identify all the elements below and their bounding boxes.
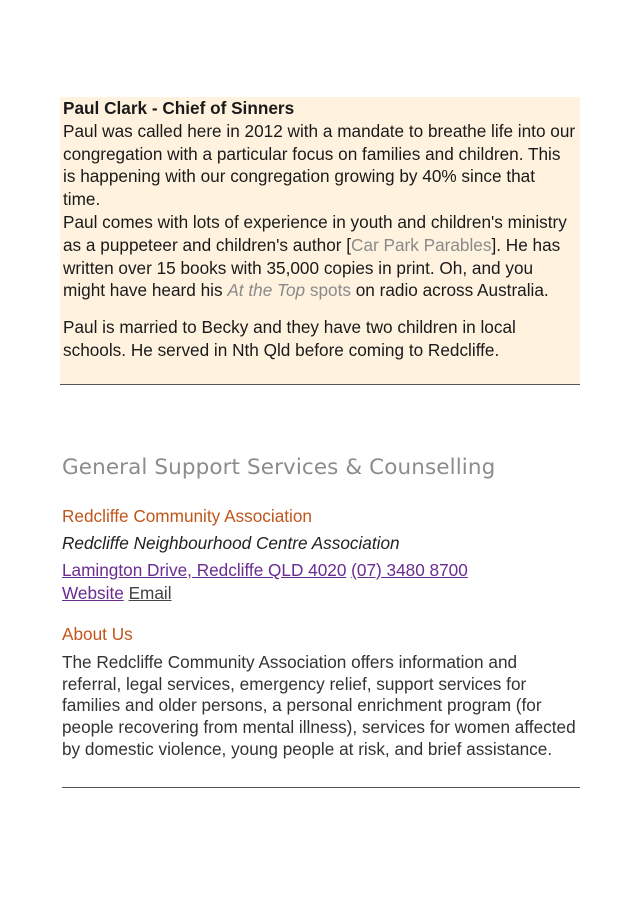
paragraph-gap — [63, 302, 576, 316]
organisation-listing — [62, 505, 580, 605]
contact-details — [62, 559, 580, 605]
about-heading: About Us — [62, 624, 133, 644]
profile-name: Paul Clark - Chief of Sinners — [63, 98, 295, 118]
website-link[interactable]: Website — [62, 583, 124, 603]
section-heading: General Support Services & Counselling — [62, 455, 496, 480]
profile-experience-text: Paul comes with lots of experience in youth and children's ministry as a puppeteer and children's author [ — [63, 211, 567, 255]
address-link[interactable]: Lamington Drive, Redcliffe QLD 4020 — [62, 560, 347, 580]
profile-experience-text-2: ]. He has written over 15 books with 35,000 copies in print. Oh, and you might have heard his — [63, 234, 561, 301]
organisation-alt-name: Redcliffe Neighbourhood Centre Association — [62, 533, 400, 553]
email-link[interactable]: Email — [128, 583, 172, 603]
radio-spot-link[interactable]: At the Top — [227, 280, 306, 301]
book-link[interactable]: Car Park Parables — [351, 234, 492, 255]
organisation-name: Redcliffe Community Association — [62, 506, 312, 526]
radio-spot-link-suffix[interactable]: spots — [305, 280, 351, 301]
profile-intro: Paul was called here in 2012 with a mandate to breathe life into our congregation with a particular focus on families and children. This is happening with our congregation growing by 40% since that time. — [63, 120, 576, 210]
phone-link[interactable]: (07) 3480 8700 — [351, 560, 468, 580]
staff-profile-card — [60, 97, 580, 385]
profile-experience — [63, 211, 576, 302]
about-text: The Redcliffe Community Association offers information and referral, legal services, emergency relief, support services for families and older persons, a personal enrichment program (for people recovering from mental illness), services for women affected by domestic violence, young people at risk, and brief assistance. — [62, 652, 580, 788]
profile-family: Paul is married to Becky and they have two children in local schools. He served in Nth Qld before coming to Redcliffe. — [63, 317, 516, 360]
profile-radio-text: on radio across Australia. — [350, 280, 549, 301]
